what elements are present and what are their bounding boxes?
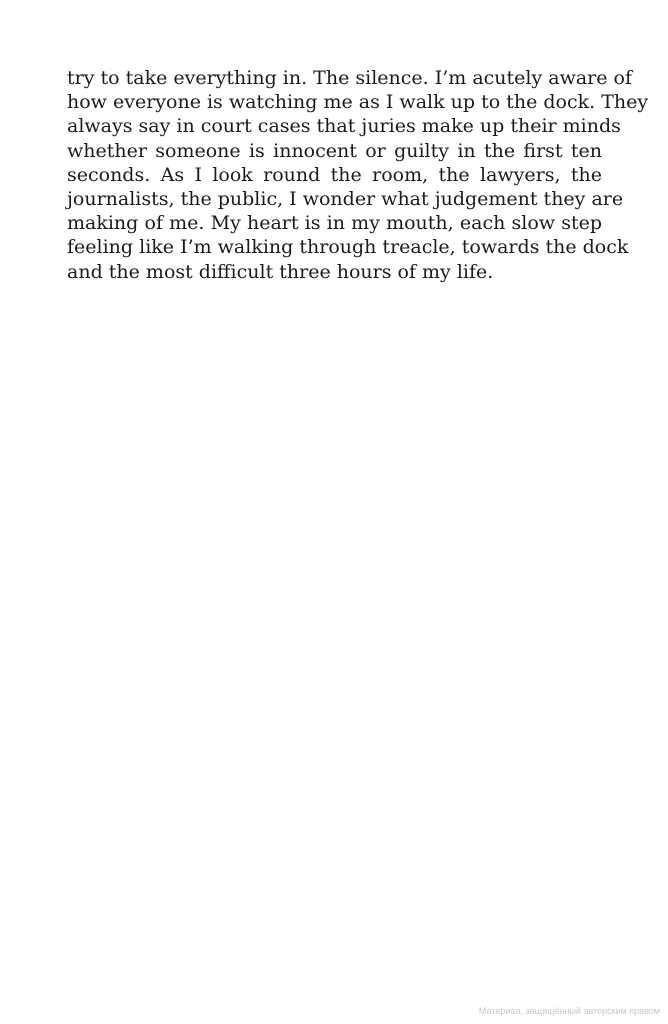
- paragraph-line: how everyone is watching me as I walk up to the dock. They: [67, 91, 649, 114]
- paragraph-line: try to take everything in. The silence. I’m acutely aware of: [67, 67, 633, 89]
- paragraph-line: journalists, the public, I wonder what judgement they are: [67, 187, 624, 210]
- body-paragraph: [67, 66, 649, 284]
- paragraph-line: whether someone is innocent or guilty in the first ten: [67, 139, 602, 162]
- paragraph-line: and the most difficult three hours of my life.: [67, 260, 494, 283]
- paragraph-line: making of me. My heart is in my mouth, each slow step: [67, 212, 602, 235]
- paragraph-line: always say in court cases that juries make up their minds: [67, 115, 621, 138]
- copyright-watermark: Материал, защищённый авторским правом: [478, 1006, 660, 1016]
- paragraph-line: seconds. As I look round the room, the lawyers, the: [67, 163, 602, 186]
- paragraph-line: feeling like I’m walking through treacle, towards the dock: [67, 236, 629, 259]
